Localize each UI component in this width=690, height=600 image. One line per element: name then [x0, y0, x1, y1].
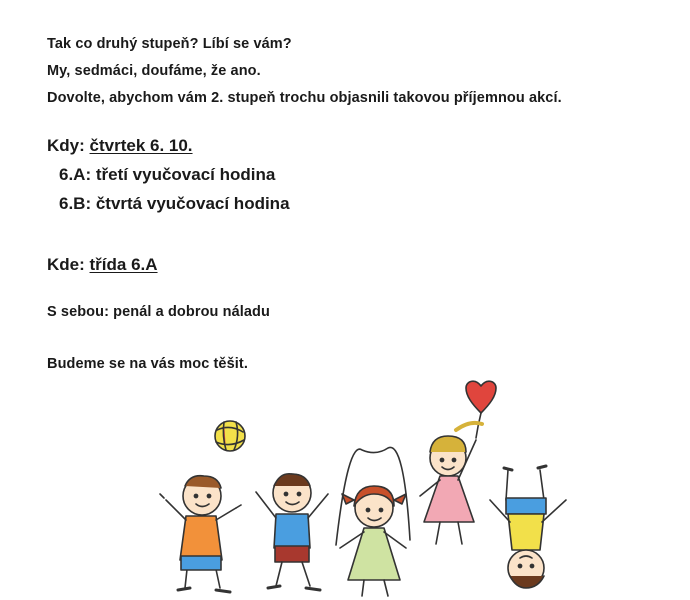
child-pink-dress-icon [420, 423, 482, 544]
when-label: Kdy: [47, 136, 85, 155]
heart-balloon-icon [466, 381, 496, 438]
where-row [47, 255, 158, 275]
child-green-dress-icon [340, 486, 406, 596]
intro-line-2: My, sedmáci, doufáme, že ano. [47, 63, 261, 79]
child-blue-icon [256, 474, 328, 590]
closing-line: Budeme se na vás moc těšit. [47, 356, 248, 372]
bring-line: S sebou: penál a dobrou náladu [47, 304, 270, 320]
when-row [47, 136, 193, 156]
child-upside-down-icon [490, 466, 566, 588]
child-orange-icon [160, 476, 241, 592]
children-illustration [0, 370, 690, 600]
where-value: třída 6.A [89, 255, 158, 274]
when-value: čtvrtek 6. 10. [89, 136, 193, 155]
intro-line-3: Dovolte, abychom vám 2. stupeň trochu objasnili takovou příjemnou akcí. [47, 90, 562, 106]
ball-icon [215, 421, 245, 451]
when-class-b: 6.B: čtvrtá vyučovací hodina [59, 194, 290, 213]
where-label: Kde: [47, 255, 85, 274]
when-class-a: 6.A: třetí vyučovací hodina [59, 165, 276, 184]
intro-line-1: Tak co druhý stupeň? Líbí se vám? [47, 36, 292, 52]
